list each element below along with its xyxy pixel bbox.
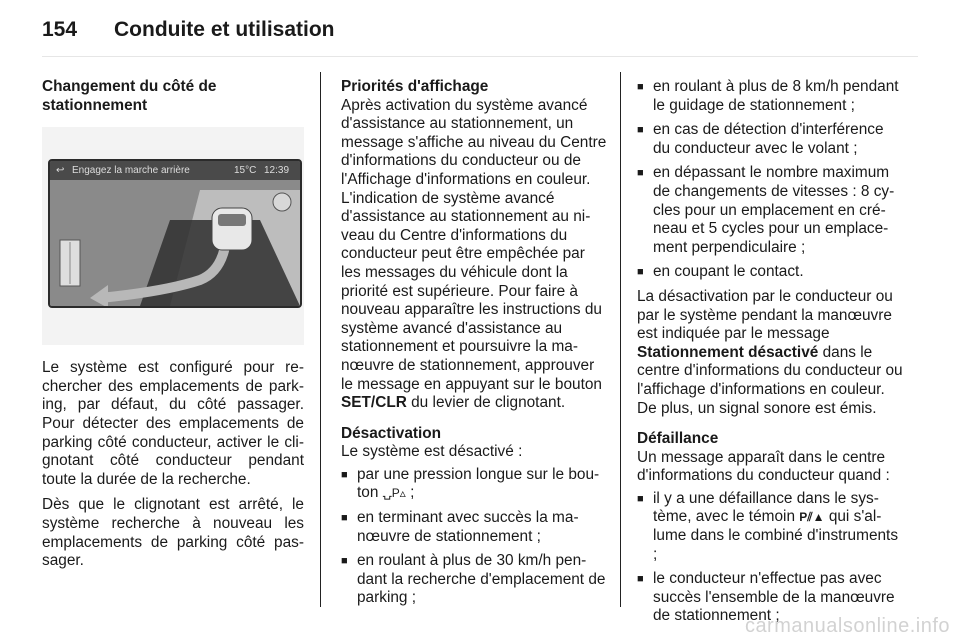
parking-scene [50, 180, 300, 306]
paragraph-clignotant: Dès que le clignotant est arrêté, le système recherche à nouveau les emplacements de parking côté passager. [42, 496, 304, 570]
message-stationnement-desactive: Stationnement désactivé [637, 343, 819, 361]
list-item: ■ le conducteur n'effectue pas avec succès l'ensemble de la manœuvre de stationnement ; [637, 570, 895, 625]
set-clr-label: SET/CLR [341, 394, 407, 412]
list-item: ■ en dépassant le nombre maximum de changements de vitesses : 8 cycles pour un emplacement en créneau et 5 cycles pour un emplacement perpendiculaire ; [637, 164, 895, 256]
column-1 [42, 78, 304, 578]
column-divider-2 [620, 72, 621, 607]
display-temperature: 15°C [234, 165, 257, 177]
list-item: ■ il y a une défaillance dans le système, avec le témoin P⫽▲ qui s'allume dans le combiné d'instruments ; [637, 489, 899, 563]
display-time: 12:39 [264, 165, 290, 177]
list-item: ■ par une pression longue sur le bouton ⍽P▵ ; [341, 465, 600, 502]
column-divider-1 [320, 72, 321, 607]
display-top-bar [50, 161, 300, 180]
back-arrow-icon: ↩ [56, 165, 65, 177]
heading-defaillance: Défaillance [637, 430, 719, 448]
heading-changement: Changement du côté de stationnement [42, 78, 217, 114]
paragraph-desactivation-intro: Le système est désactivé : [341, 443, 523, 461]
heading-desactivation: Désactivation [341, 424, 442, 442]
paragraph-desactivation-message: La désactivation par le conducteur ou par le système pendant la manœuvre est indiquée par le message Stationnement désactivé dans le centre d'informations du conducteur ou l'affichage d'informations en couleur. De plus, un signal sonore est émis. [637, 287, 903, 417]
watermark: carmanualsonline.info [744, 615, 950, 637]
display-banner-text: Engagez la marche arrière [72, 165, 190, 177]
parking-sensor-icon [273, 193, 291, 211]
car-icon [212, 208, 252, 250]
page-header [42, 18, 335, 42]
figure-panel [42, 127, 304, 345]
list-item: ■ en terminant avec succès la manœuvre de stationnement ; [341, 509, 579, 545]
page-title: Conduite et utilisation [114, 18, 335, 41]
column-3 [637, 78, 903, 632]
park-assist-button-icon: ⍽P▵ [382, 486, 406, 501]
paragraph-priorites: Après activation du système avancé d'assistance au stationnement, un message s'affiche au niveau du Centre d'informations du conducteur ou de l'Affichage d'informations en couleur. L'indication de système avancé d'assistance au stationnement au niveau du Centre d'informations du conducteur peut être empêchée par les messages du véhicule dont la priorité est supérieure. Pour faire à nouveau apparaître les instructions du système avancé d'assistance au stationnement et poursuivre la manœuvre de stationnement, approuver le message en appuyant sur le bouton SET/CLR du levier de clignotant. [341, 96, 607, 412]
list-item: ■ en roulant à plus de 30 km/h pendant la recherche d'emplacement de parking ; [341, 552, 606, 607]
header-rule [42, 56, 918, 57]
page-number: 154 [42, 18, 78, 41]
list-defaillance [637, 490, 903, 626]
paragraph-configuration: Le système est configuré pour rechercher des emplacements de parking, par défaut, du côté passager. Pour détecter des emplacements de parking côté conducteur, activer le clignotant côté conducteur pendant toute la durée de la recherche. [42, 359, 304, 488]
column-2 [341, 78, 607, 614]
list-item: ■ en cas de détection d'interférence du conducteur avec le volant ; [637, 121, 884, 157]
list-item: ■ en roulant à plus de 8 km/h pendant le guidage de stationnement ; [637, 78, 899, 114]
paragraph-defaillance: Un message apparaît dans le centre d'informations du conducteur quand : [637, 448, 890, 485]
list-desactivation-cont [637, 78, 903, 282]
heading-priorites: Priorités d'affichage [341, 78, 489, 95]
list-desactivation [341, 466, 607, 608]
display-screen [48, 159, 302, 308]
park-assist-warning-icon: P⫽▲ [799, 510, 825, 525]
list-item: ■ en coupant le contact. [637, 263, 804, 281]
